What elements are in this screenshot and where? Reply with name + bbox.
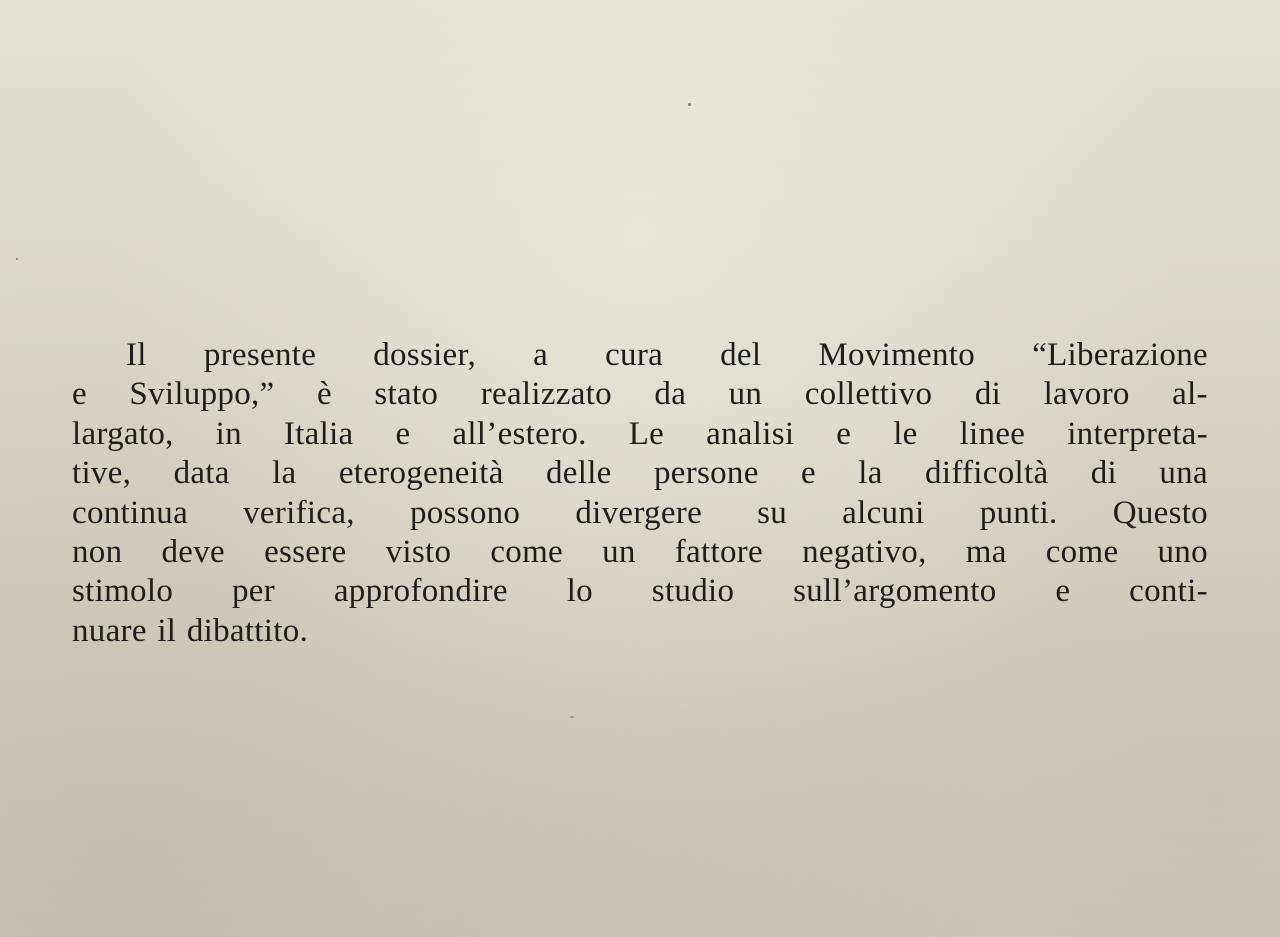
word: le bbox=[893, 415, 918, 452]
word: data bbox=[173, 455, 230, 492]
word: un bbox=[602, 533, 636, 570]
word: collettivo bbox=[804, 376, 933, 413]
word: e bbox=[801, 455, 816, 492]
word: punti. bbox=[979, 494, 1058, 531]
word: delle bbox=[545, 455, 612, 492]
word: stato bbox=[374, 376, 439, 413]
paragraph-line bbox=[72, 415, 1208, 454]
word: persone bbox=[653, 455, 759, 492]
word: continua bbox=[72, 494, 189, 531]
word: di bbox=[974, 376, 1002, 413]
word: la bbox=[858, 455, 883, 492]
word: al- bbox=[1172, 376, 1208, 413]
word: e bbox=[836, 415, 852, 452]
word: dibattito. bbox=[186, 612, 309, 649]
word: il bbox=[157, 612, 177, 649]
word: possono bbox=[409, 494, 521, 531]
word: e bbox=[72, 376, 87, 413]
paper-speck bbox=[16, 258, 18, 260]
word: una bbox=[1159, 455, 1208, 492]
word: presente bbox=[203, 337, 317, 373]
word: non bbox=[72, 533, 123, 570]
word: nuare bbox=[72, 612, 147, 649]
word: di bbox=[1090, 455, 1118, 492]
paper-speck bbox=[570, 716, 574, 718]
word: Italia bbox=[283, 415, 354, 452]
word: realizzato bbox=[480, 376, 612, 413]
word: fattore bbox=[674, 533, 763, 570]
word: all’estero. bbox=[452, 415, 587, 452]
word: “Liberazione bbox=[1032, 337, 1208, 373]
word: Le bbox=[628, 415, 665, 452]
word: negativo, bbox=[802, 533, 927, 570]
word: analisi bbox=[706, 415, 795, 452]
word: interpreta- bbox=[1067, 415, 1208, 452]
word: eterogeneità bbox=[338, 455, 504, 492]
paragraph-line bbox=[72, 336, 1208, 375]
word: ma bbox=[965, 533, 1007, 570]
word: conti- bbox=[1129, 573, 1208, 610]
word: e bbox=[1055, 573, 1071, 610]
word: largato, bbox=[72, 415, 174, 452]
word: e bbox=[395, 415, 411, 452]
word: alcuni bbox=[842, 494, 925, 531]
word: per bbox=[231, 573, 275, 610]
word: dossier, bbox=[373, 337, 477, 373]
word: stimolo bbox=[72, 573, 174, 610]
word: visto bbox=[385, 533, 452, 570]
word: tive, bbox=[72, 455, 132, 492]
paper-speck bbox=[688, 103, 691, 106]
word: cura bbox=[605, 337, 664, 373]
paragraph-line bbox=[72, 533, 1208, 572]
word: sull’argomento bbox=[793, 573, 997, 610]
word: essere bbox=[264, 533, 347, 570]
word: deve bbox=[161, 533, 225, 570]
word: lo bbox=[566, 573, 593, 610]
word: studio bbox=[651, 573, 735, 610]
word: da bbox=[654, 376, 687, 413]
word: Sviluppo,” bbox=[129, 376, 275, 413]
word: approfondire bbox=[333, 573, 508, 610]
word: come bbox=[1045, 533, 1119, 570]
word: la bbox=[272, 455, 297, 492]
word: lavoro bbox=[1043, 376, 1130, 413]
word: difficoltà bbox=[925, 455, 1049, 492]
paragraph-line bbox=[72, 454, 1208, 493]
word: uno bbox=[1157, 533, 1208, 570]
word: Movimento bbox=[818, 337, 976, 373]
paragraph-line bbox=[72, 494, 1208, 533]
word: linee bbox=[959, 415, 1026, 452]
word: del bbox=[720, 337, 762, 373]
body-paragraph bbox=[72, 336, 1208, 651]
word: come bbox=[490, 533, 563, 570]
word: divergere bbox=[575, 494, 703, 531]
word: un bbox=[728, 376, 763, 413]
paragraph-line bbox=[72, 612, 1208, 651]
word: Questo bbox=[1112, 494, 1208, 531]
word: su bbox=[757, 494, 788, 531]
word: verifica, bbox=[243, 494, 355, 531]
word: Il bbox=[126, 337, 147, 373]
word: a bbox=[533, 337, 549, 373]
word: in bbox=[215, 415, 242, 452]
paragraph-line bbox=[72, 572, 1208, 611]
paragraph-line bbox=[72, 375, 1208, 414]
word: è bbox=[316, 376, 332, 413]
